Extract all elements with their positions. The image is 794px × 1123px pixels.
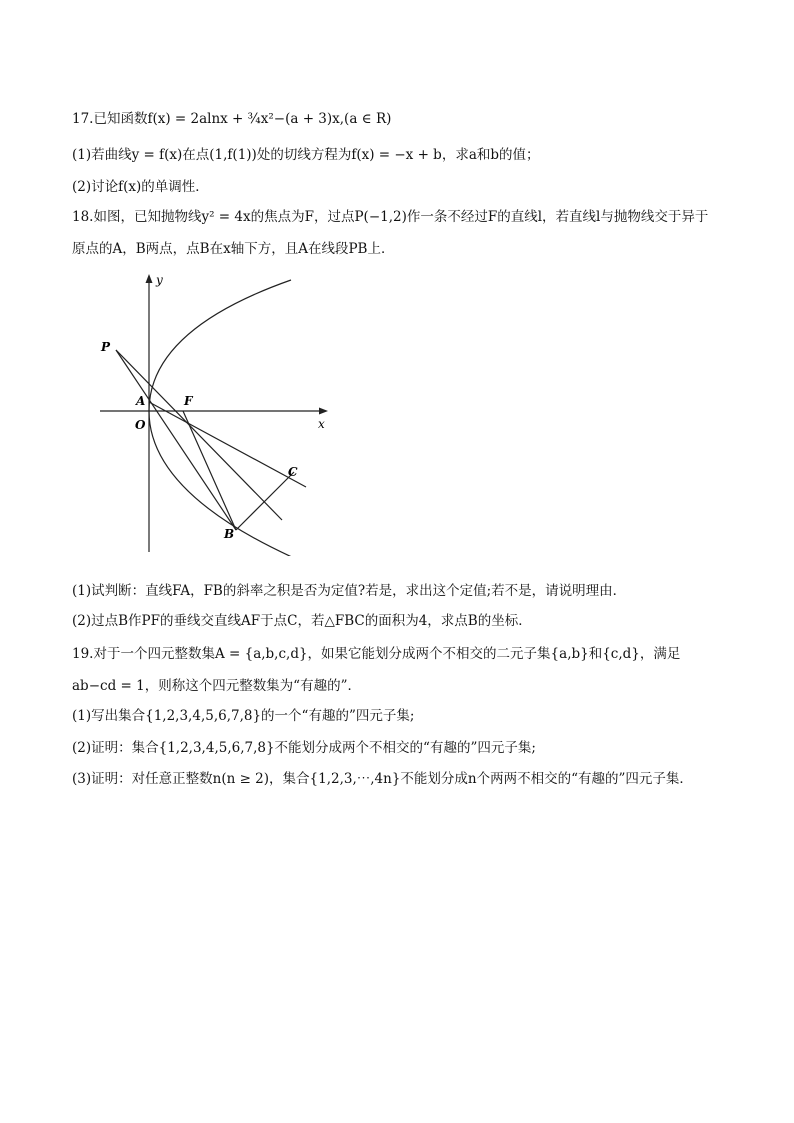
label-p: P	[101, 340, 111, 354]
q19-part3: (3)证明：对任意正整数n(n ≥ 2)，集合{1,2,3,⋯,4n}不能划分成n个两两不相交的“有趣的”四元子集．	[72, 771, 693, 787]
q19-part2: (2)证明：集合{1,2,3,4,5,6,7,8}不能划分成两个不相交的“有趣的”四元子集;	[72, 740, 536, 756]
label-x: x	[318, 417, 325, 431]
q18-part1: (1)试判断：直线FA，FB的斜率之积是否为定值?若是，求出这个定值;若不是，请说明理由．	[72, 583, 627, 599]
q19-stem-line2: ab−cd = 1，则称这个四元整数集为“有趣的”．	[72, 678, 361, 694]
line-fb	[183, 411, 236, 530]
label-b: B	[224, 527, 235, 541]
y-axis-arrow-icon	[146, 274, 153, 283]
q19-stem-line1: 19.对于一个四元整数集A = {a,b,c,d}，如果它能划分成两个不相交的二元子集{a,b}和{c,d}，满足	[72, 646, 681, 662]
q19-part1: (1)写出集合{1,2,3,4,5,6,7,8}的一个“有趣的”四元子集;	[72, 708, 415, 724]
q17-stem: 17.已知函数f(x) = 2alnx + ¾x²−(a + 3)x,(a ∈ R)	[72, 111, 392, 127]
label-o: O	[135, 418, 146, 432]
q17-part1: (1)若曲线y = f(x)在点(1,f(1))处的切线方程为f(x) = −x + b，求a和b的值；	[72, 147, 540, 163]
label-a: A	[136, 394, 146, 408]
label-c: C	[288, 465, 298, 479]
q18-stem-line2: 原点的A，B两点，点B在x轴下方，且A在线段PB上．	[72, 241, 395, 257]
q18-stem-line1: 18.如图，已知抛物线y² = 4x的焦点为F，过点P(−1,2)作一条不经过F的直线l，若直线l与抛物线交于异于	[72, 209, 709, 225]
line-bc	[236, 472, 294, 530]
label-y: y	[156, 273, 163, 287]
q17-part2: (2)讨论f(x)的单调性．	[72, 179, 209, 195]
q18-part2: (2)过点B作PF的垂线交直线AF于点C，若△FBC的面积为4，求点B的坐标．	[72, 613, 532, 629]
label-f: F	[184, 394, 193, 408]
parabola-figure	[96, 268, 348, 556]
parabola-curve	[149, 280, 294, 556]
x-axis-arrow-icon	[319, 408, 328, 415]
line-pf	[116, 350, 282, 520]
